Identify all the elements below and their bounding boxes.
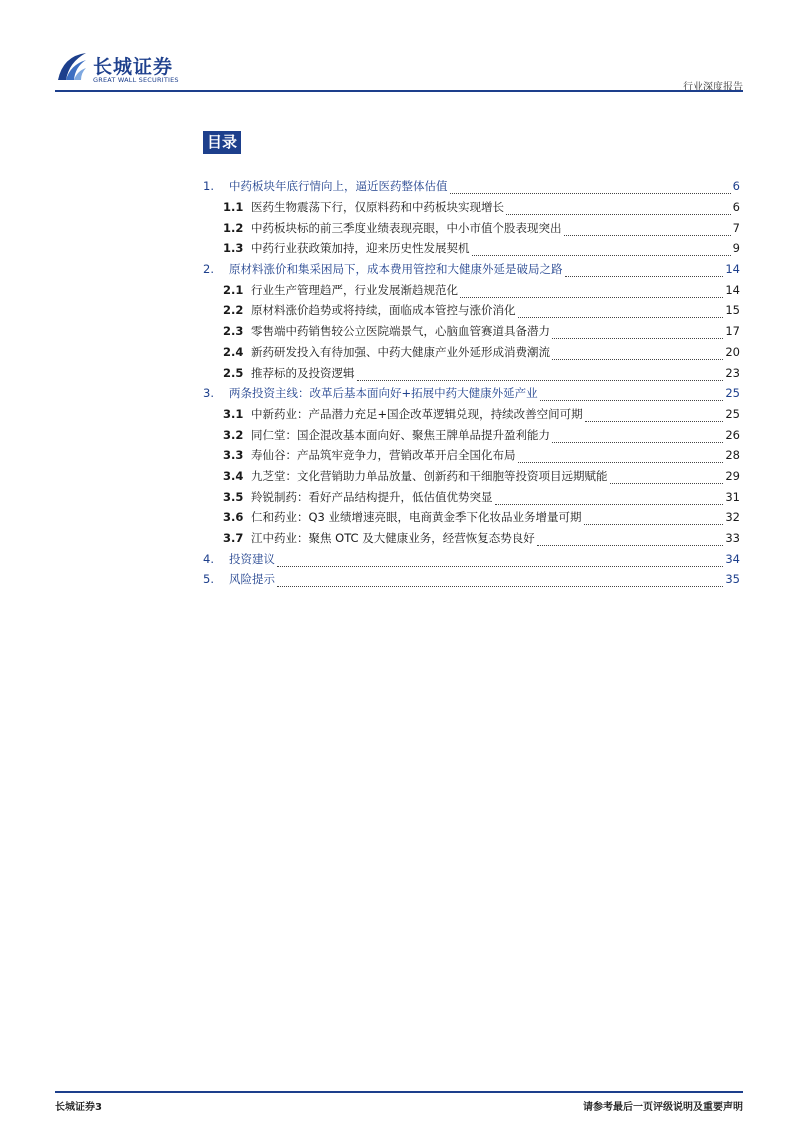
toc-entry[interactable]: [203, 466, 740, 487]
toc-entry-page: 32: [725, 510, 740, 525]
toc-entry-title: 仁和药业：Q3 业绩增速亮眼，电商黄金季下化妆品业务增量可期: [251, 510, 582, 525]
toc-dot-leader: [460, 286, 723, 298]
toc-entry-title: 行业生产管理趋严，行业发展渐趋规范化: [251, 282, 458, 297]
toc-dot-leader: [552, 431, 723, 443]
toc-dot-leader: [540, 389, 724, 401]
toc-entry-page: 7: [732, 220, 740, 235]
footer-divider: [55, 1091, 743, 1093]
toc-entry-title: 风险提示: [229, 572, 275, 587]
toc-entry-page: 23: [725, 365, 740, 380]
toc-entry-page: 33: [725, 531, 740, 546]
toc-entry-title: 中药板块年底行情向上，逼近医药整体估值: [229, 179, 448, 194]
toc-entry-title: 新药研发投入有待加强、中药大健康产业外延形成消费潮流: [251, 344, 550, 359]
toc-entry-page: 14: [725, 282, 740, 297]
toc-dot-leader: [552, 327, 723, 339]
toc-entry-page: 25: [725, 406, 740, 421]
toc-entry-title: 两条投资主线：改革后基本面向好+拓展中药大健康外延产业: [229, 386, 538, 401]
brand-name-cn: 长城证券: [93, 56, 174, 78]
toc-entry-number: 2.1: [223, 282, 244, 297]
toc-dot-leader: [584, 513, 724, 525]
toc-entry-title: 原材料涨价趋势或将持续，面临成本管控与涨价消化: [251, 303, 516, 318]
toc-entry-page: 31: [725, 489, 740, 504]
toc-entry[interactable]: [203, 321, 740, 342]
toc-entry[interactable]: [203, 238, 740, 259]
toc-entry[interactable]: [203, 486, 740, 507]
toc-dot-leader: [585, 410, 724, 422]
toc-entry-title: 推荐标的及投资逻辑: [251, 365, 355, 380]
toc-entry-title: 零售端中药销售较公立医院端景气，心脑血管赛道具备潜力: [251, 324, 550, 339]
great-wall-logo-icon: [55, 50, 89, 84]
toc-entry-number: 1.: [203, 179, 214, 194]
toc-entry[interactable]: [203, 424, 740, 445]
page-header: [55, 50, 743, 92]
toc-entry-title: 寿仙谷：产品筑牢竞争力，营销改革开启全国化布局: [251, 448, 516, 463]
toc-entry[interactable]: [203, 279, 740, 300]
toc-entry[interactable]: [203, 342, 740, 363]
toc-entry[interactable]: [203, 217, 740, 238]
brand-name-en: GREAT WALL SECURITIES: [93, 76, 179, 84]
toc-entry-page: 17: [725, 324, 740, 339]
toc-dot-leader: [537, 534, 724, 546]
toc-dot-leader: [495, 493, 724, 505]
toc-dot-leader: [518, 451, 724, 463]
toc-entry-number: 2.5: [223, 365, 244, 380]
toc-dot-leader: [506, 203, 731, 215]
toc-entry-title: 原材料涨价和集采困局下，成本费用管控和大健康外延是破局之路: [229, 262, 563, 277]
header-divider: [55, 90, 743, 92]
toc-dot-leader: [518, 306, 724, 318]
toc-entry-page: 25: [725, 386, 740, 401]
toc-entry-page: 26: [725, 427, 740, 442]
toc-dot-leader: [552, 348, 723, 360]
toc-entry-title: 九芝堂：文化营销助力单品放量、创新药和干细胞等投资项目远期赋能: [251, 468, 608, 483]
toc-entry-page: 20: [725, 344, 740, 359]
toc-entry-number: 3.: [203, 386, 214, 401]
toc-entry-page: 34: [725, 551, 740, 566]
report-type-label: 行业深度报告: [683, 82, 743, 93]
toc-entry[interactable]: [203, 197, 740, 218]
toc-entry-number: 2.4: [223, 344, 244, 359]
toc-entry[interactable]: [203, 404, 740, 425]
toc-entry-number: 3.1: [223, 406, 244, 421]
footer-disclaimer: 请参考最后一页评级说明及重要声明: [583, 1102, 743, 1113]
toc-entry[interactable]: [203, 383, 740, 404]
toc-entry-title: 中新药业：产品潜力充足+国企改革逻辑兑现，持续改善空间可期: [251, 406, 583, 421]
toc-entry-number: 1.3: [223, 241, 244, 256]
toc-entry-title: 中药行业获政策加持，迎来历史性发展契机: [251, 241, 470, 256]
toc-heading: 目录: [203, 131, 241, 154]
toc-dot-leader: [277, 555, 723, 567]
toc-entry[interactable]: [203, 528, 740, 549]
toc-entry-page: 9: [732, 241, 740, 256]
toc-entry-number: 1.2: [223, 220, 244, 235]
toc-dot-leader: [610, 472, 724, 484]
toc-entry[interactable]: [203, 548, 740, 569]
toc-entry[interactable]: [203, 300, 740, 321]
toc-dot-leader: [450, 182, 731, 194]
toc-dot-leader: [564, 224, 731, 236]
toc-entry-title: 羚锐制药：看好产品结构提升，低估值优势突显: [251, 489, 493, 504]
toc-entry-page: 29: [725, 468, 740, 483]
toc-entry-number: 3.3: [223, 448, 244, 463]
toc-entry-number: 3.4: [223, 468, 244, 483]
toc-entry-number: 2.3: [223, 324, 244, 339]
toc-entry-number: 2.: [203, 262, 214, 277]
toc-dot-leader: [472, 244, 731, 256]
toc-entry[interactable]: [203, 569, 740, 590]
toc-entry-number: 3.7: [223, 531, 244, 546]
toc-entry-number: 4.: [203, 551, 214, 566]
footer-brand-page: 长城证券3: [55, 1102, 102, 1113]
toc-entry-page: 6: [732, 200, 740, 215]
toc-entry[interactable]: [203, 176, 740, 197]
toc-entry-number: 2.2: [223, 303, 244, 318]
toc-entry-title: 中药板块标的前三季度业绩表现亮眼，中小市值个股表现突出: [251, 220, 562, 235]
toc-entry[interactable]: [203, 362, 740, 383]
toc-entry-title: 同仁堂：国企混改基本面向好、聚焦王牌单品提升盈利能力: [251, 427, 550, 442]
toc-entry-page: 35: [725, 572, 740, 587]
toc-entry-number: 3.2: [223, 427, 244, 442]
table-of-contents: [203, 176, 740, 590]
company-logo: [55, 50, 205, 88]
toc-entry-page: 28: [725, 448, 740, 463]
toc-dot-leader: [277, 575, 723, 587]
toc-entry-number: 1.1: [223, 200, 244, 215]
toc-entry[interactable]: [203, 445, 740, 466]
toc-entry[interactable]: [203, 259, 740, 280]
toc-entry-page: 14: [725, 262, 740, 277]
toc-entry-page: 15: [725, 303, 740, 318]
toc-entry-title: 江中药业：聚焦 OTC 及大健康业务，经营恢复态势良好: [251, 531, 535, 546]
toc-entry-page: 6: [732, 179, 740, 194]
toc-entry-title: 医药生物震荡下行，仅原料药和中药板块实现增长: [251, 200, 504, 215]
toc-entry-number: 5.: [203, 572, 214, 587]
toc-entry-title: 投资建议: [229, 551, 275, 566]
toc-entry-number: 3.6: [223, 510, 244, 525]
toc-entry[interactable]: [203, 507, 740, 528]
toc-dot-leader: [357, 369, 724, 381]
toc-entry-number: 3.5: [223, 489, 244, 504]
toc-dot-leader: [565, 265, 724, 277]
